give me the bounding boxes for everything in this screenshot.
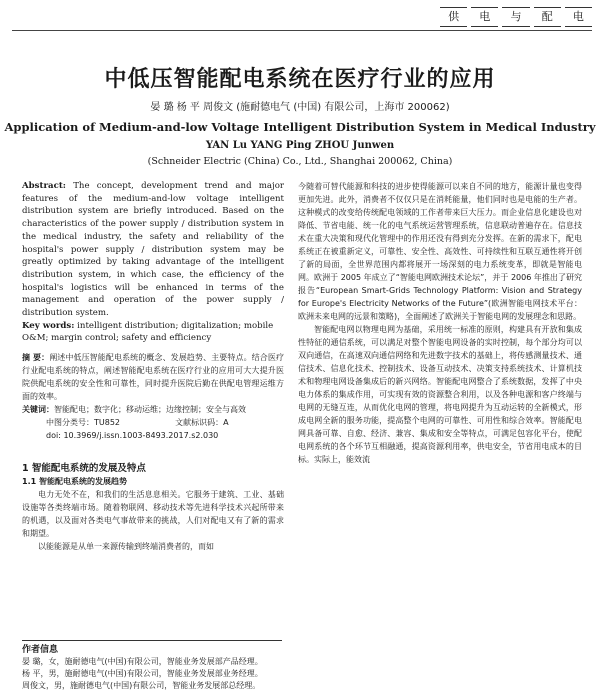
chinese-authors: 晏 璐 杨 平 周俊文 (施耐德电气 (中国) 有限公司，上海市 200062) [150, 102, 450, 113]
right-column [298, 180, 582, 466]
cn-keywords-text: 智能配电；数字化；移动运维；边缘控制；安全与高效 [54, 405, 246, 415]
english-abstract [22, 180, 284, 320]
author-info-footer [22, 644, 582, 692]
doi-label: doi: [46, 431, 61, 441]
cn-keywords-label: 关键词： [22, 405, 54, 415]
english-keywords [22, 320, 284, 345]
header-tab: 与 [502, 7, 529, 27]
header-tab: 电 [471, 7, 498, 27]
header-tab: 供 [440, 7, 467, 27]
footer-author-2: 杨 平，男，施耐德电气(中国)有限公司，智能业务发展部业务经理。 [22, 669, 263, 678]
english-title: Application of Medium-and-low Voltage Intelligent Distribution System in Medical Industry [4, 120, 596, 134]
keywords-text: intelligent distribution; digitalization; mobile O&M; margin control; safety and efficiency [22, 320, 274, 344]
clc-label: 中图分类号： [46, 418, 94, 428]
clc-value: TU852 [94, 418, 121, 428]
doc-code-value: A [223, 418, 229, 428]
english-authors: YAN Lu YANG Ping ZHOU Junwen [205, 140, 395, 151]
journal-header-tabs [440, 6, 592, 28]
header-tab: 配 [534, 7, 561, 27]
right-para-2: 智能配电网以物理电网为基础，采用统一标准的原则，构建具有开放和集成性特征的通信系统，可以满足对整个智能电网设备的实时控制，每个部分均可以双向通信，在高速双向通信网络和先进数字技术的基础上，将传感测量技术、通信技术、信息化技术、控制技术、设备互动技术、决策支持系统技术、计算机技术和物理电网设备集成后的新兴网络。智能配电网整合了系统数据，发挥了中央电力体系的集成作用，可实现有效的资源整合利用，以及各种电源和客户终端与电网的无缝互连，从而优化电网的管理，将电网提升为互动运转的全新模式，形成电网全新的服务功能，提高整个电网的可靠性、可用性和综合效率。智能配电网具备可靠、自愈、经济、兼容、集成和安全等特点，可满足包容化平台，使配电网系统的各个环节互相融通，提高资源利用率，供电安全，节省用电成本的目标。实际上，能效流 [298, 325, 582, 464]
section-1-1-title: 1.1 智能配电系统的发展趋势 [22, 477, 127, 487]
footer-rule [22, 640, 282, 641]
section-1-title: 1 智能配电系统的发展及特点 [22, 463, 146, 475]
footer-author-1: 晏 璐，女，施耐德电气(中国)有限公司，智能业务发展部产品经理。 [22, 657, 263, 666]
doi-value: 10.3969/j.issn.1003-8493.2017.s2.030 [63, 431, 219, 441]
right-para-1: 今随着可替代能源和科技的进步使得能源可以来自不同的地方，能源计量也变得更加先进。此外，消费者不仅仅只是在消耗能量，他们同时也是电能的生产者。这种模式的改变给传统配电领域的工作者带来巨大压力。而企业信息化建设也对降低、节省电能、统一化的电气系统运营管理系统，信息联动普遍存在。信息技术在重大决策和现代化管理中的作用还没有得到充分发挥。在新的需求下，配电系统正在被重新定义，可靠性、安全性、高效性、可持续性和互联互通性将开创了新的局面，全世界范围内都将展开一场深刻的电力系统变革，即就是智能电网。欧洲于 2005 年成立了“智能电网欧洲技术论坛”，并于 2006 年推出了研究报告“European Smart-Grids Technology Platform: Vision and Strategy for Europe's Electricity Networks of the Future”(欧洲智能电网技术平台：欧洲未来电网的远景和策略)，全面阐述了欧洲关于智能电网的发展理念和思路。 [298, 182, 582, 321]
section-1-para-1: 电力无处不在，和我们的生活息息相关。它服务于建筑、工业、基础设施等各类终端市场。随着物联网、移动技术等先进科学技术兴起所带来的机遇，以及面对各类电气事故带来的挑战，人们对配电又有了新的需求和期望。 [22, 490, 284, 539]
doc-code-label: 文献标识码： [175, 418, 224, 428]
section-1-para-2: 以能能源是从单一来源传输到终端消费者的，而如 [38, 542, 214, 552]
english-affiliation: (Schneider Electric (China) Co., Ltd., Shanghai 200062, China) [147, 156, 453, 167]
left-column [22, 180, 284, 553]
chinese-keywords [22, 403, 284, 416]
cn-abstract-label: 摘 要： [22, 353, 50, 363]
footer-heading: 作者信息 [22, 645, 59, 655]
footer-author-3: 周俊文，男，施耐德电气(中国)有限公司，智能业务发展部总经理。 [22, 681, 261, 690]
abstract-label: Abstract: [22, 181, 66, 191]
chinese-abstract [22, 351, 284, 403]
header-tab: 电 [565, 7, 592, 27]
cn-abstract-text: 阐述中低压智能配电系统的概念、发展趋势、主要特点。结合医疗行业配电系统的特点，阐述智能配电系统在医疗行业的应用可大大提升医院供配电系统的安全性和可靠性，同时提升医院后勤在供配电管理运维方面的效率。 [22, 353, 284, 402]
header-rule [12, 30, 592, 31]
doi-row [22, 429, 284, 442]
classification-row [22, 416, 284, 429]
abstract-text: The concept, development trend and major features of the medium-and-low voltage intelligent distribution system are briefly introduced. Based on the characteristics of the power supply / distribution system in the medical industry, the safety and reliability of the hospital's power supply / distribution system may be greatly optimized by taking advantage of the intelligent distribution system, in which case, the efficiency of the hospital's logistics will be enhanced in terms of the management and operation of the power supply / distribution system. [22, 181, 285, 319]
chinese-title: 中低压智能配电系统在医疗行业的应用 [104, 67, 496, 92]
keywords-label: Key words: [22, 320, 75, 331]
